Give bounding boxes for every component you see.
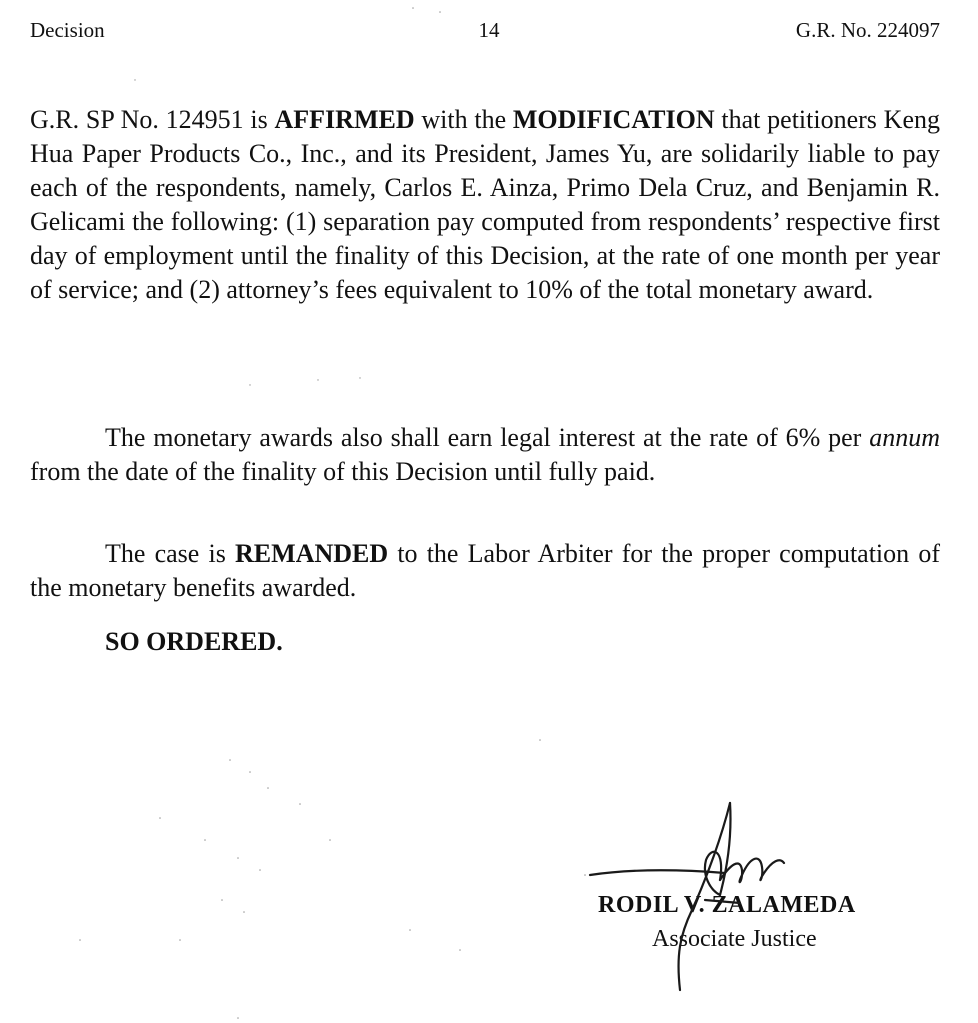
text-run: to the Labor Arbiter for the proper computation of the monetary benefits awarded. xyxy=(30,539,940,602)
document-type: Decision xyxy=(30,18,105,42)
remanded-emphasis: REMANDED xyxy=(235,539,389,568)
text-run: with the xyxy=(414,105,513,134)
text-run: G.R. SP No. 124951 is xyxy=(30,105,275,134)
affirmed-emphasis: AFFIRMED xyxy=(274,105,415,134)
annum-emphasis: annum xyxy=(869,423,940,452)
page-number: 14 xyxy=(478,18,500,42)
text-run: The monetary awards also shall earn legal interest at the rate of 6% per xyxy=(105,423,870,452)
handwritten-signature xyxy=(580,795,840,995)
case-number: G.R. No. 224097 xyxy=(795,18,940,42)
modification-emphasis: MODIFICATION xyxy=(512,105,715,134)
so-ordered: SO ORDERED. xyxy=(105,627,283,656)
signatory-title: Associate Justice xyxy=(652,926,817,952)
text-run: from the date of the finality of this Decision until fully paid. xyxy=(30,457,656,486)
signatory-name: RODIL V. ZALAMEDA xyxy=(598,892,856,918)
text-run: that petitioners Keng Hua Paper Products Co., Inc., and its President, James Yu, are solidarily liable to pay each of the respondents, namely, Carlos E. Ainza, Primo Dela Cruz, and Benjamin R. Gelicami the following: (1) separation pay computed from respondents’ respective first day of employment until the finality of this Decision, at the rate of one month per year of service; and (2) attorney’s fees equivalent to 10% of the total monetary award. xyxy=(30,105,940,304)
text-run: The case is xyxy=(105,539,236,568)
